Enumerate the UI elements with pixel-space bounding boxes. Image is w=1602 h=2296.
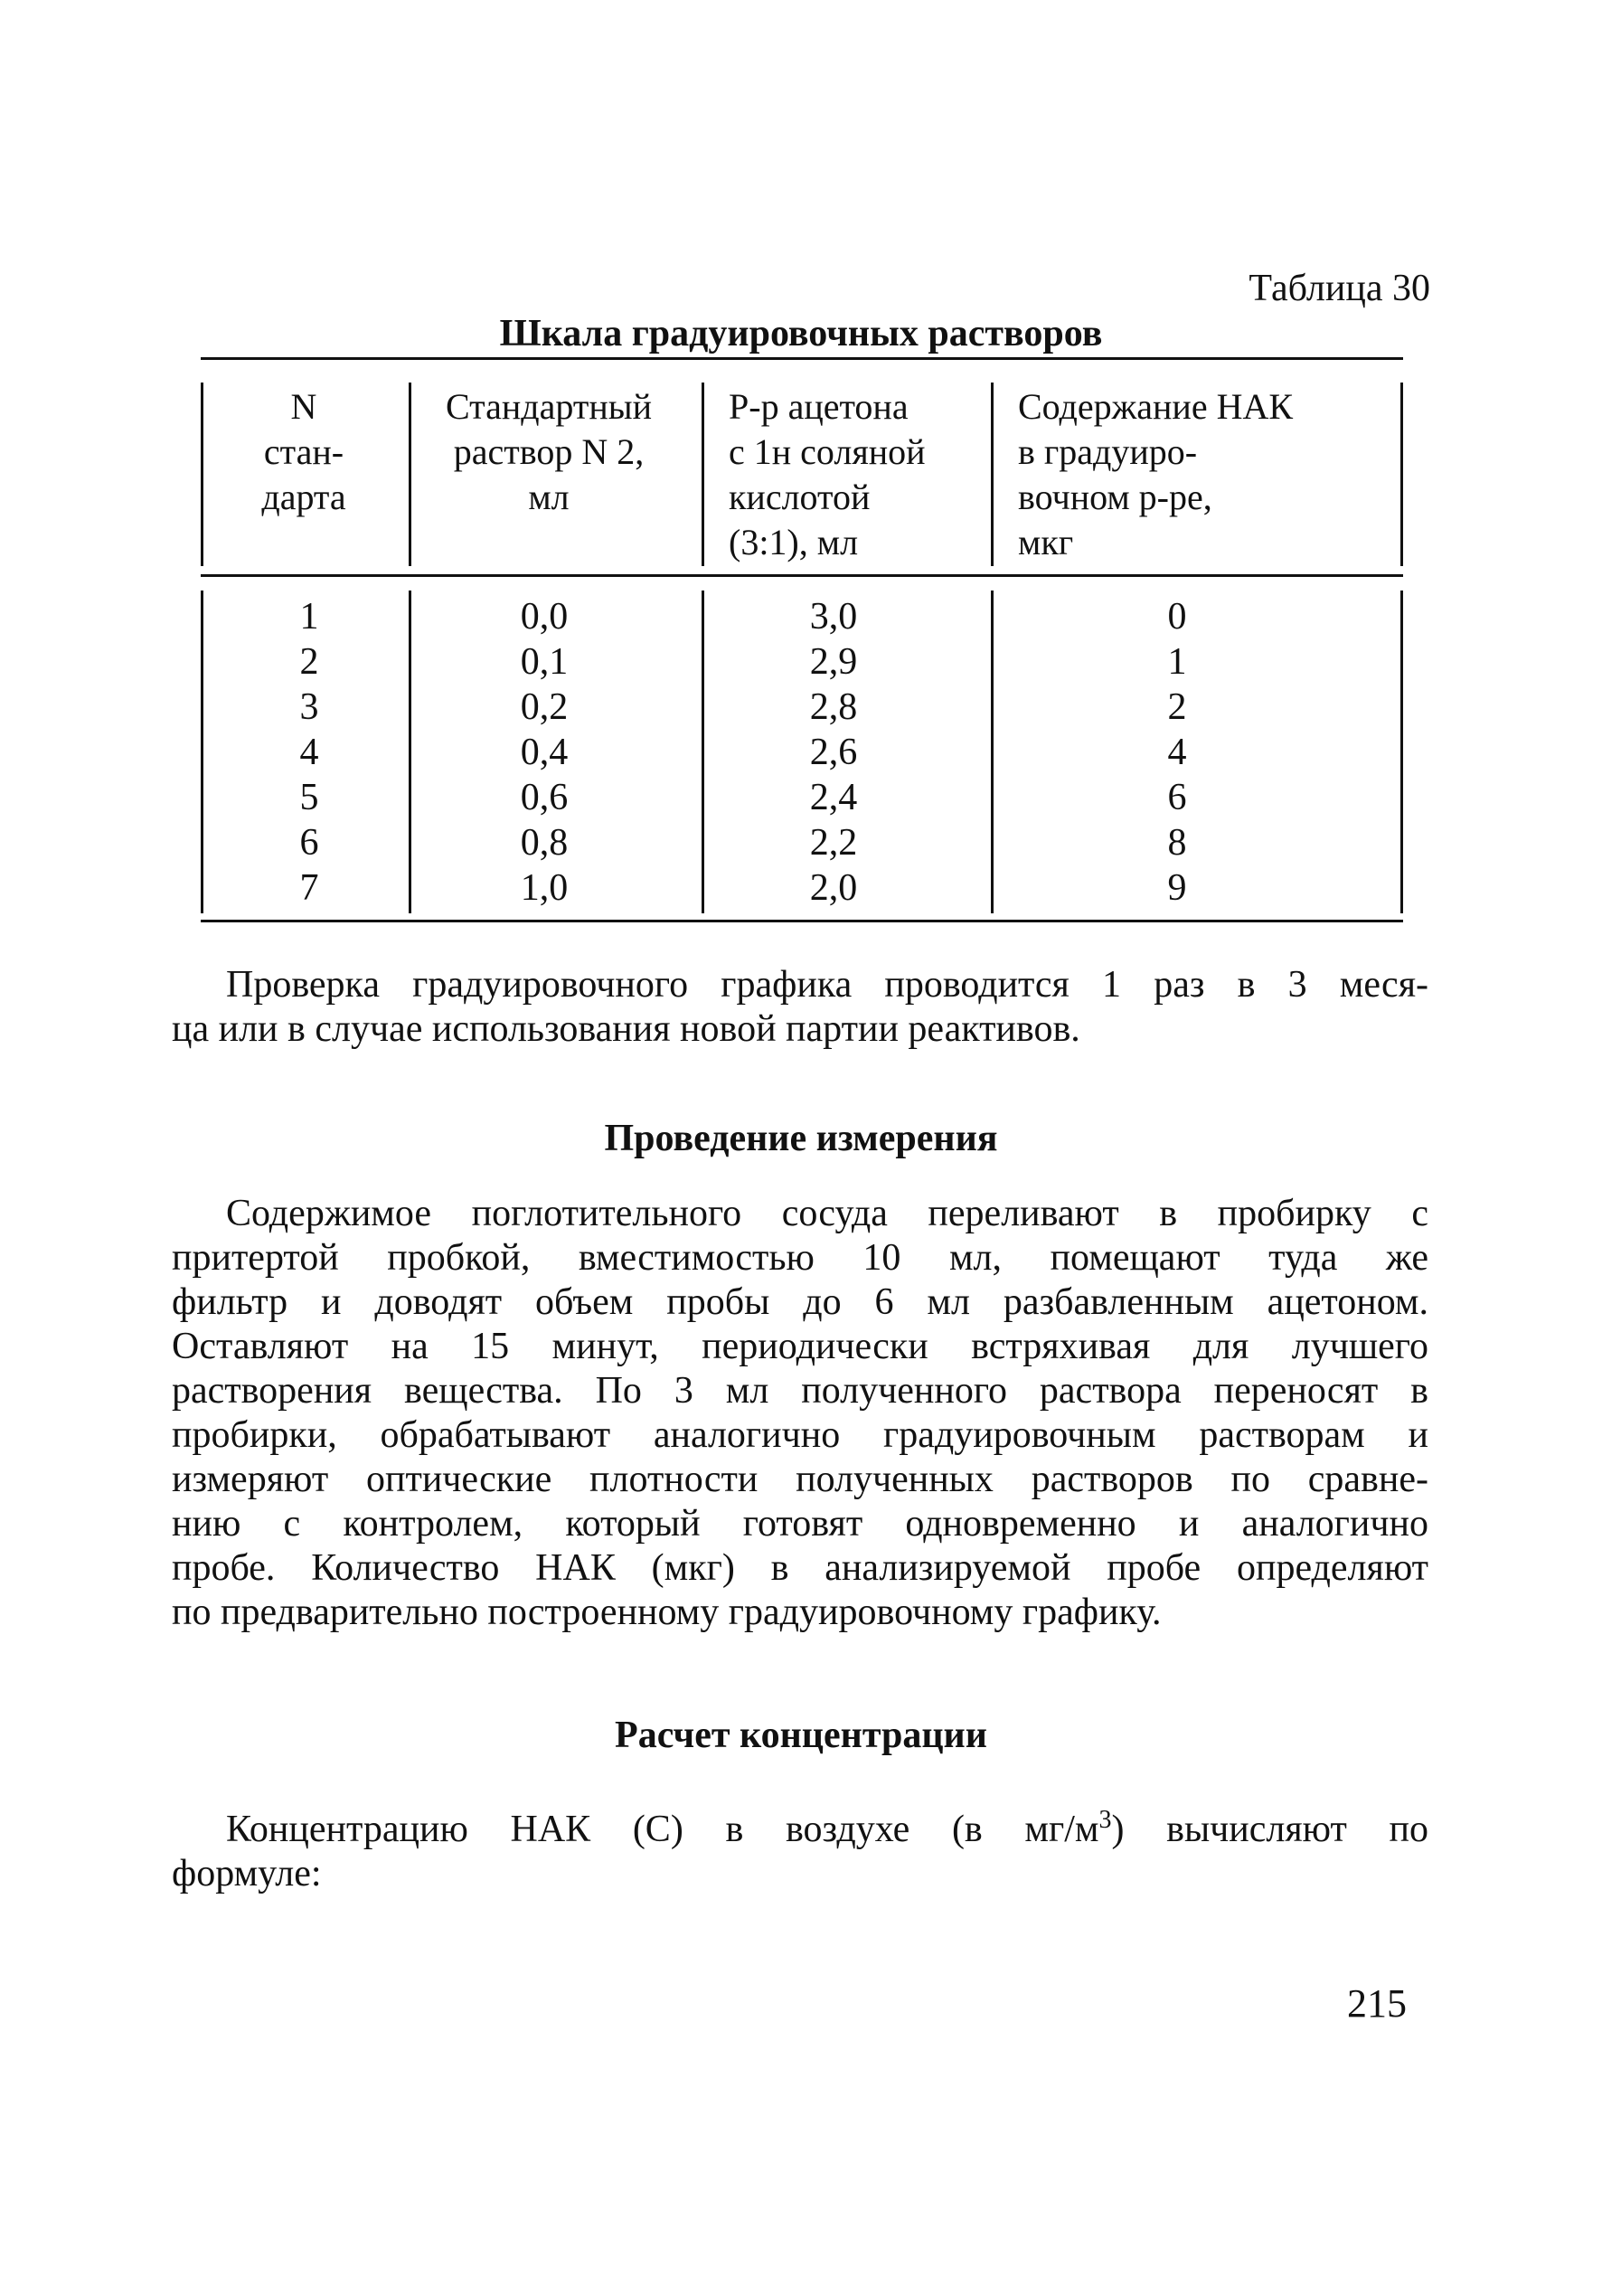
cell-solution-ml: 0,1 xyxy=(520,641,569,683)
text-line: пробе. Количество НАК (мкг) в анализируемой пробе определяют xyxy=(172,1547,1428,1589)
text-line: фильтр и доводят объем пробы до 6 мл разбавленным ацетоном. xyxy=(172,1281,1428,1323)
cell-acetone-ml: 2,2 xyxy=(809,822,858,864)
header-line: мл xyxy=(528,477,570,517)
formula-text: Концентрацию НАК (С) в воздухе (в мг/м xyxy=(226,1809,1099,1850)
cell-standard: 7 xyxy=(299,867,319,909)
table-row xyxy=(201,685,1403,730)
table-row xyxy=(201,594,1403,639)
header-line: кислотой xyxy=(729,477,871,517)
column-divider xyxy=(201,383,203,566)
text-line: по предварительно построенному градуировочному графику. xyxy=(172,1592,1162,1633)
cell-solution-ml: 0,8 xyxy=(520,822,569,864)
cell-acetone-ml: 2,4 xyxy=(809,777,858,818)
text-line: измеряют оптические плотности полученных растворов по сравне- xyxy=(172,1459,1428,1500)
cell-acetone-ml: 2,8 xyxy=(809,686,858,728)
text-line: притертой пробкой, вместимостью 10 мл, помещают туда же xyxy=(172,1237,1428,1279)
text-line: Содержимое поглотительного сосуда переливают в пробирку с xyxy=(226,1193,1428,1234)
table-number: Таблица 30 xyxy=(1249,268,1430,309)
cell-acetone-ml: 2,9 xyxy=(809,641,858,683)
table-row xyxy=(201,730,1403,775)
cell-nak-mkg: 6 xyxy=(1167,777,1187,818)
cell-solution-ml: 0,4 xyxy=(520,732,569,773)
text-line: Оставляют на 15 минут, периодически встряхивая для лучшего xyxy=(172,1326,1428,1367)
header-line: с 1н соляной xyxy=(729,431,926,472)
cell-acetone-ml: 3,0 xyxy=(809,596,858,638)
header-line: раствор N 2, xyxy=(453,431,645,472)
text-line: нию с контролем, который готовят одновременно и аналогично xyxy=(172,1503,1428,1545)
cell-solution-ml: 0,2 xyxy=(520,686,569,728)
text-line: ца или в случае использования новой партии реактивов. xyxy=(172,1008,1080,1050)
table-top-rule xyxy=(201,357,1403,360)
cell-standard: 1 xyxy=(299,596,319,638)
table-title: Шкала градуировочных растворов xyxy=(499,313,1103,354)
cell-nak-mkg: 9 xyxy=(1167,867,1187,909)
cell-standard: 5 xyxy=(299,777,319,818)
text-line: Проверка градуировочного графика проводится 1 раз в 3 меся- xyxy=(226,964,1428,1006)
table-header-rule xyxy=(201,574,1403,577)
superscript: 3 xyxy=(1098,1806,1112,1834)
cell-standard: 4 xyxy=(299,732,319,773)
header-line: дарта xyxy=(261,477,346,517)
header-line: Р-р ацетона xyxy=(729,386,909,427)
cell-standard: 2 xyxy=(299,641,319,683)
text-line: пробирки, обрабатывают аналогично градуировочным растворам и xyxy=(172,1414,1428,1456)
header-standard-solution xyxy=(409,384,689,520)
measurement-paragraph xyxy=(172,1192,1428,1635)
cell-acetone-ml: 2,6 xyxy=(809,732,858,773)
column-divider xyxy=(702,383,704,566)
header-line: Содержание НАК xyxy=(1018,386,1294,427)
text-line xyxy=(172,1798,1428,1852)
text-line: растворения вещества. По 3 мл полученного раствора переносят в xyxy=(172,1370,1428,1412)
cell-nak-mkg: 1 xyxy=(1167,641,1187,683)
header-line: Стандартный xyxy=(445,386,653,427)
cell-nak-mkg: 4 xyxy=(1167,732,1187,773)
header-line: стан- xyxy=(263,431,344,472)
heading-measurement: Проведение измерения xyxy=(604,1118,998,1159)
header-nak-content xyxy=(1018,384,1380,565)
cell-solution-ml: 0,0 xyxy=(520,596,569,638)
cell-nak-mkg: 8 xyxy=(1167,822,1187,864)
header-acetone-solution xyxy=(729,384,1000,565)
header-line: N xyxy=(290,386,317,427)
table-row xyxy=(201,820,1403,865)
table-bottom-rule xyxy=(201,920,1403,922)
header-line: вочном р-ре, xyxy=(1018,477,1212,517)
cell-acetone-ml: 2,0 xyxy=(809,867,858,909)
text-line: формуле: xyxy=(172,1853,322,1894)
cell-solution-ml: 0,6 xyxy=(520,777,569,818)
header-line: в градуиро- xyxy=(1018,431,1198,472)
header-standard-number xyxy=(208,384,400,520)
heading-calculation: Расчет концентрации xyxy=(615,1715,987,1756)
cell-solution-ml: 1,0 xyxy=(520,867,569,909)
header-line: мкг xyxy=(1018,522,1074,562)
cell-nak-mkg: 0 xyxy=(1167,596,1187,638)
table-row xyxy=(201,775,1403,820)
formula-text-end: ) вычисляют по xyxy=(1111,1809,1428,1850)
cell-standard: 3 xyxy=(299,686,319,728)
column-divider xyxy=(1400,383,1403,566)
table-row xyxy=(201,639,1403,685)
cell-standard: 6 xyxy=(299,822,319,864)
calculation-paragraph xyxy=(172,1798,1428,1896)
page-number: 215 xyxy=(1347,1981,1407,2026)
cell-nak-mkg: 2 xyxy=(1167,686,1187,728)
table-row xyxy=(201,865,1403,911)
header-line: (3:1), мл xyxy=(729,522,859,562)
check-paragraph xyxy=(172,963,1428,1052)
